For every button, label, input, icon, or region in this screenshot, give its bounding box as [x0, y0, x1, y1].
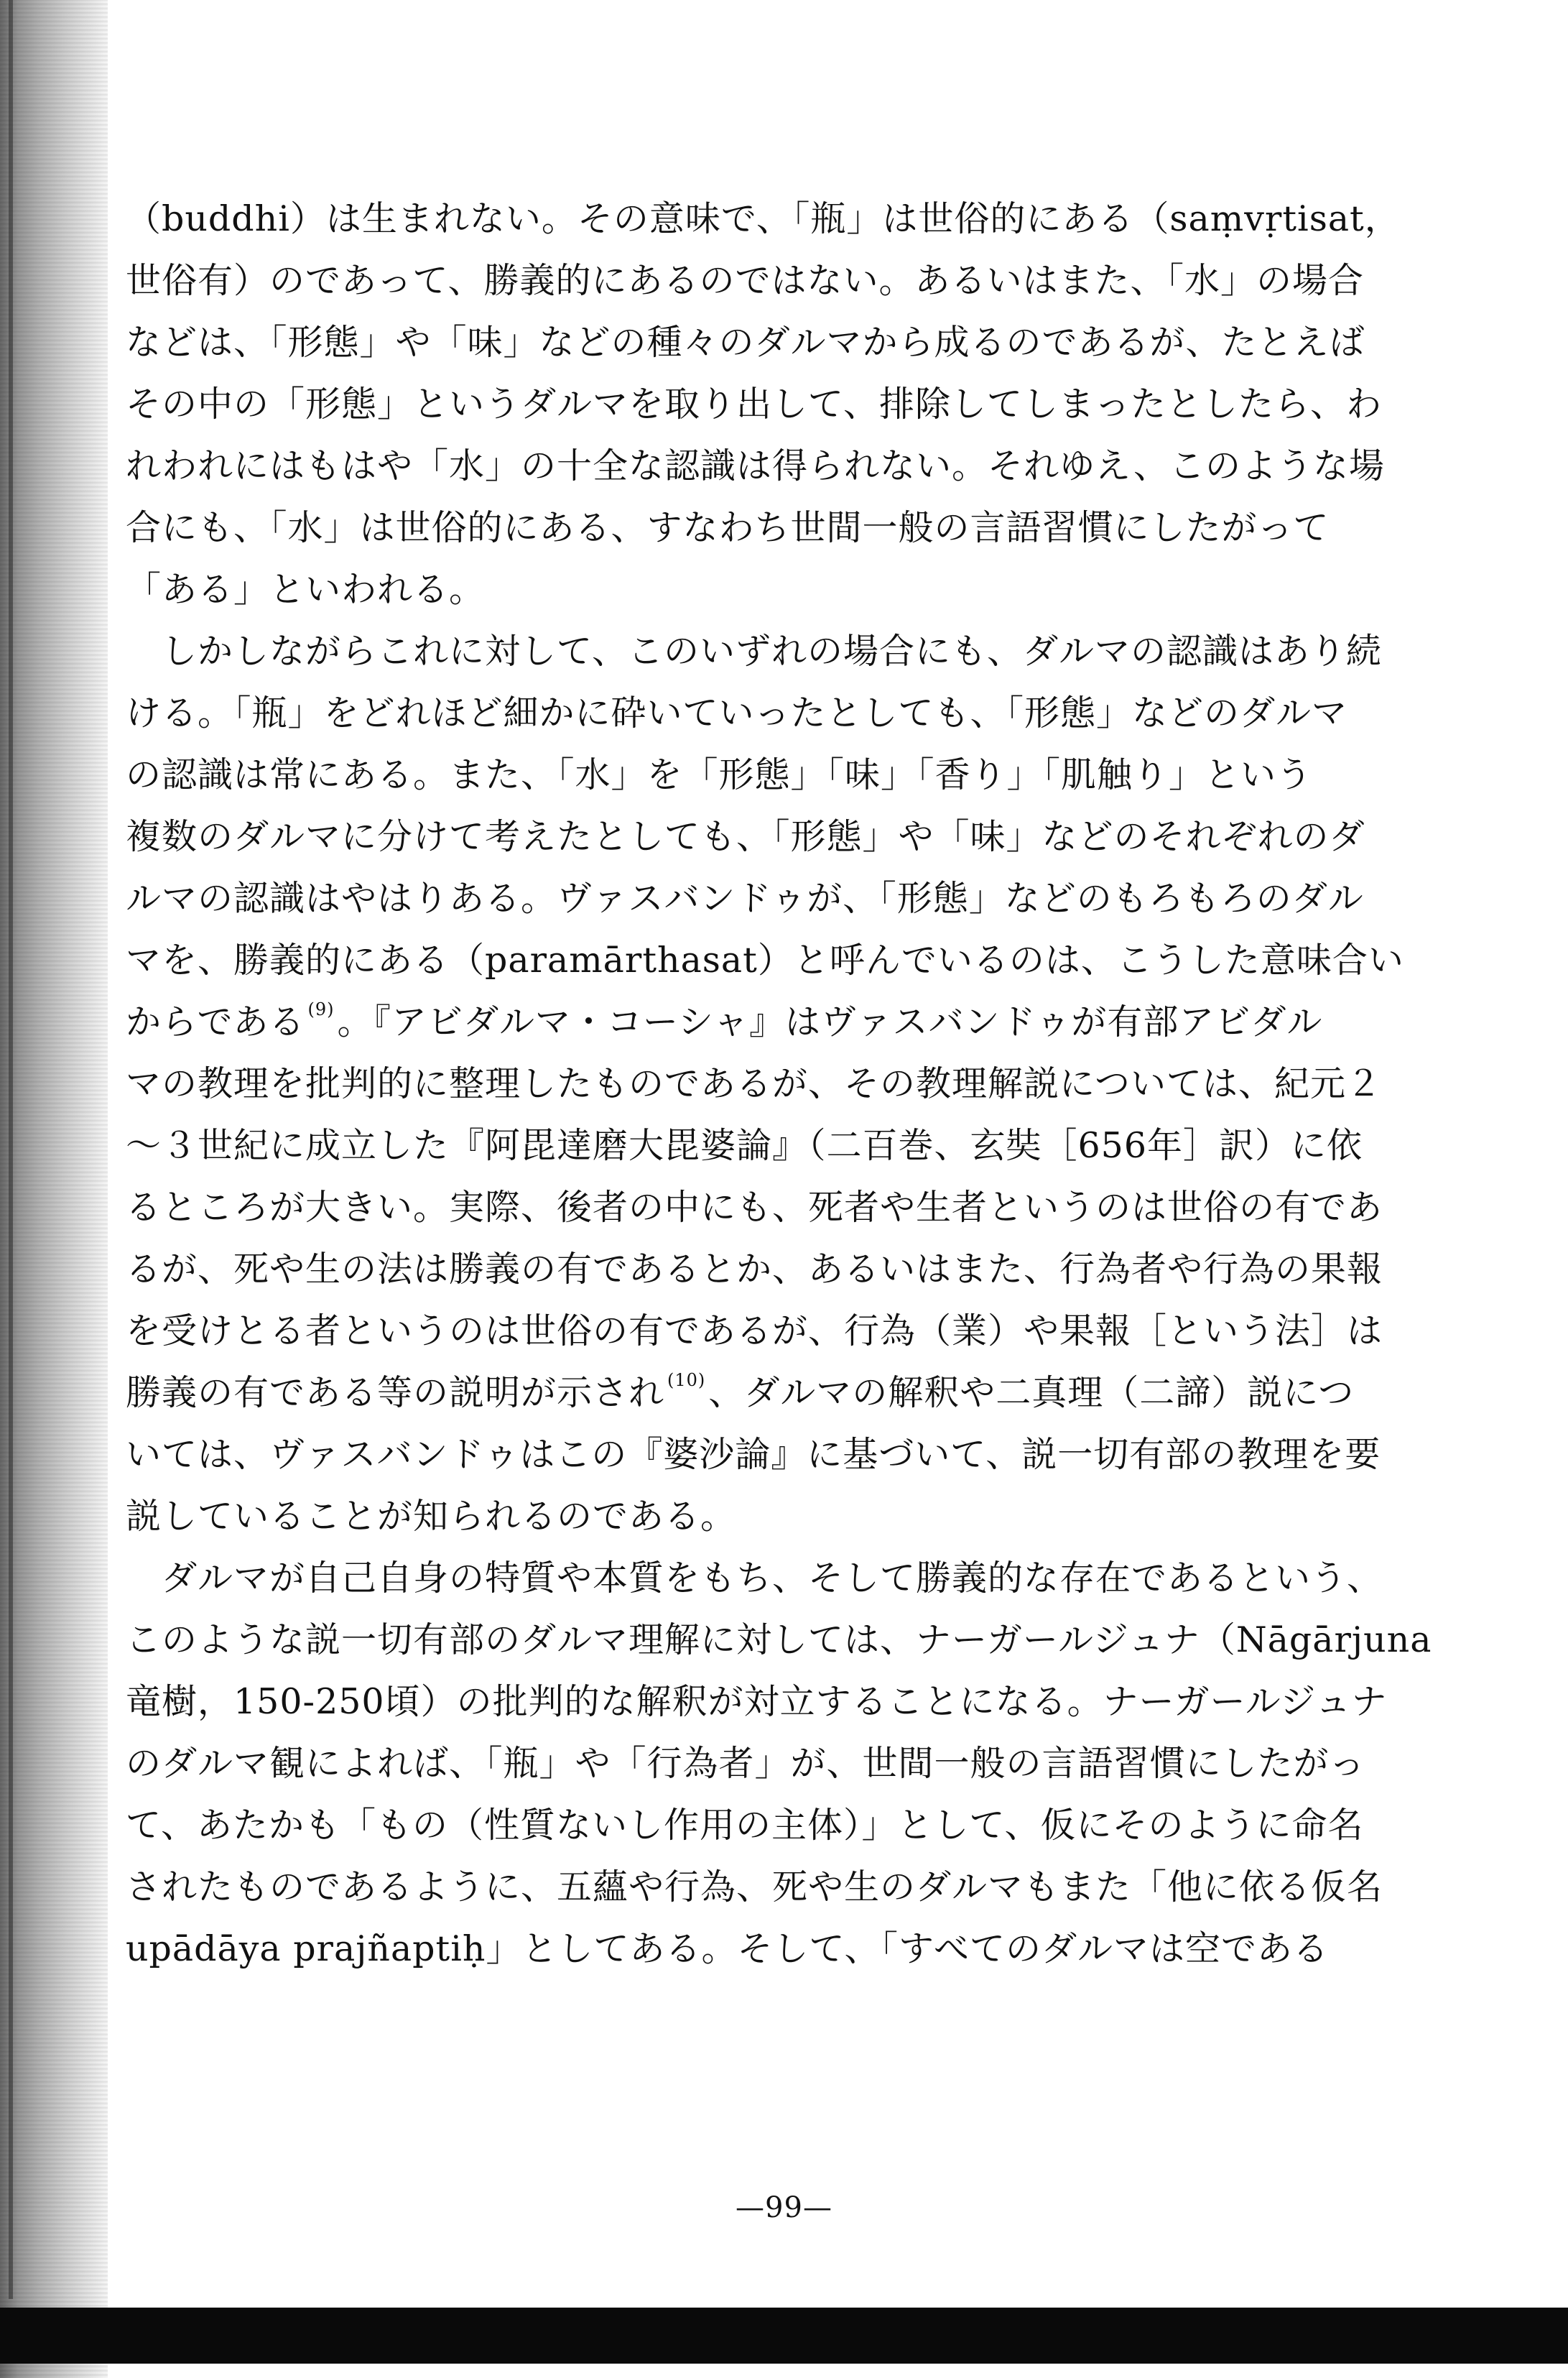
text-line [126, 1239, 1447, 1300]
line-text: 複数のダルマに分けて考えたとしても、「形態」や「味」などのそれぞれのダ [126, 816, 1365, 857]
text-line [126, 312, 1447, 374]
text-line [126, 1671, 1447, 1733]
page-number: —99— [736, 2191, 832, 2224]
line-text: ～３世紀に成立した『阿毘達磨大毘婆論』（二百巻、玄奘［656年］訳）に依 [126, 1125, 1363, 1166]
text-line [126, 868, 1447, 930]
line-text-continued: 。『アビダルマ・コーシャ』はヴァスバンドゥが有部アビダル [337, 1001, 1323, 1042]
line-text: 説していることが知られるのである。 [126, 1496, 737, 1537]
line-text: のダルマ観によれば、「瓶」や「行為者」が、世間一般の言語習慣にしたがっ [126, 1743, 1365, 1784]
text-line [126, 250, 1447, 312]
text-line [126, 374, 1447, 435]
text-line [126, 559, 1447, 621]
text-line [126, 1795, 1447, 1856]
text-line [126, 1424, 1447, 1486]
line-text: 合にも、「水」は世俗的にある、すなわち世間一般の言語習慣にしたがって [126, 507, 1330, 548]
text-line [126, 1609, 1447, 1671]
text-line [126, 683, 1447, 744]
line-text: マの教理を批判的に整理したものであるが、その教理解説については、紀元２ [126, 1063, 1383, 1104]
text-line [126, 188, 1447, 250]
line-text: マを、勝義的にある（paramārthasat）と呼んでいるのは、こうした意味合い [126, 940, 1404, 981]
text-line [126, 1115, 1447, 1177]
line-text: からである [126, 1001, 305, 1042]
line-text: 「ある」といわれる。 [126, 569, 486, 610]
text-line [126, 1547, 1447, 1609]
binding-line [9, 0, 13, 2299]
footnote-marker: (9) [307, 999, 335, 1019]
line-text: るが、死や生の法は勝義の有であるとか、あるいはまた、行為者や行為の果報 [126, 1249, 1383, 1290]
text-line [126, 1486, 1447, 1547]
text-line [126, 930, 1447, 991]
text-line [126, 744, 1447, 806]
line-text: の認識は常にある。また、「水」を「形態」「味」「香り」「肌触り」という [126, 754, 1313, 795]
text-line [126, 1177, 1447, 1239]
line-text: るところが大きい。実際、後者の中にも、死者や生者というのは世俗の有であ [126, 1187, 1383, 1228]
line-text: などは、「形態」や「味」などの種々のダルマから成るのであるが、たとえば [126, 322, 1365, 363]
binding-shadow [0, 0, 108, 2378]
line-text: （buddhi）は生まれない。その意味で、「瓶」は世俗的にある（saṃvṛtisat， [126, 198, 1401, 239]
text-line [126, 1918, 1447, 1980]
line-text-continued: 、ダルマの解釈や二真理（二諦）説につ [708, 1372, 1355, 1413]
text-line [126, 621, 1447, 683]
line-text: その中の「形態」というダルマを取り出して、排除してしまったとしたら、わ [126, 384, 1383, 425]
line-text: ルマの認識はやはりある。ヴァスバンドゥが、「形態」などのもろもろのダル [126, 878, 1364, 919]
text-line [126, 435, 1447, 497]
body-text [126, 188, 1447, 1980]
line-text: 竜樹，150-250頃）の批判的な解釈が対立することになる。ナーガールジュナ [126, 1681, 1388, 1722]
text-line [126, 1733, 1447, 1795]
line-text: れわれにはもはや「水」の十全な認識は得られない。それゆえ、このような場 [126, 445, 1385, 486]
text-line [126, 1856, 1447, 1918]
line-text: 勝義の有である等の説明が示され [126, 1372, 665, 1413]
line-text: されたものであるように、五蘊や行為、死や生のダルマもまた「他に依る仮名 [126, 1866, 1383, 1907]
footnote-marker: (10) [667, 1370, 706, 1390]
text-line [126, 1362, 1447, 1424]
line-text: を受けとる者というのは世俗の有であるが、行為（業）や果報［という法］は [126, 1310, 1383, 1351]
text-line [126, 806, 1447, 868]
line-text: しかしながらこれに対して、このいずれの場合にも、ダルマの認識はあり続 [126, 631, 1383, 672]
line-text: ける。「瓶」をどれほど細かに砕いていったとしても、「形態」などのダルマ [126, 693, 1348, 734]
text-line [126, 1300, 1447, 1362]
text-line [126, 1053, 1447, 1115]
line-text: て、あたかも「もの（性質ないし作用の主体）」として、仮にそのように命名 [126, 1805, 1364, 1846]
text-line [126, 497, 1447, 559]
line-text: いては、ヴァスバンドゥはこの『婆沙論』に基づいて、説一切有部の教理を要 [126, 1434, 1381, 1475]
line-text: このような説一切有部のダルマ理解に対しては、ナーガールジュナ（Nāgārjuna [126, 1619, 1432, 1660]
line-text: 世俗有）のであって、勝義的にあるのではない。あるいはまた、「水」の場合 [126, 260, 1365, 301]
line-text: ダルマが自己自身の特質や本質をもち、そして勝義的な存在であるという、 [126, 1558, 1383, 1599]
text-line [126, 991, 1447, 1053]
scan-edge-band [0, 2308, 1568, 2364]
line-text: upādāya prajñaptiḥ」としてある。そして、「すべてのダルマは空である [126, 1928, 1329, 1969]
